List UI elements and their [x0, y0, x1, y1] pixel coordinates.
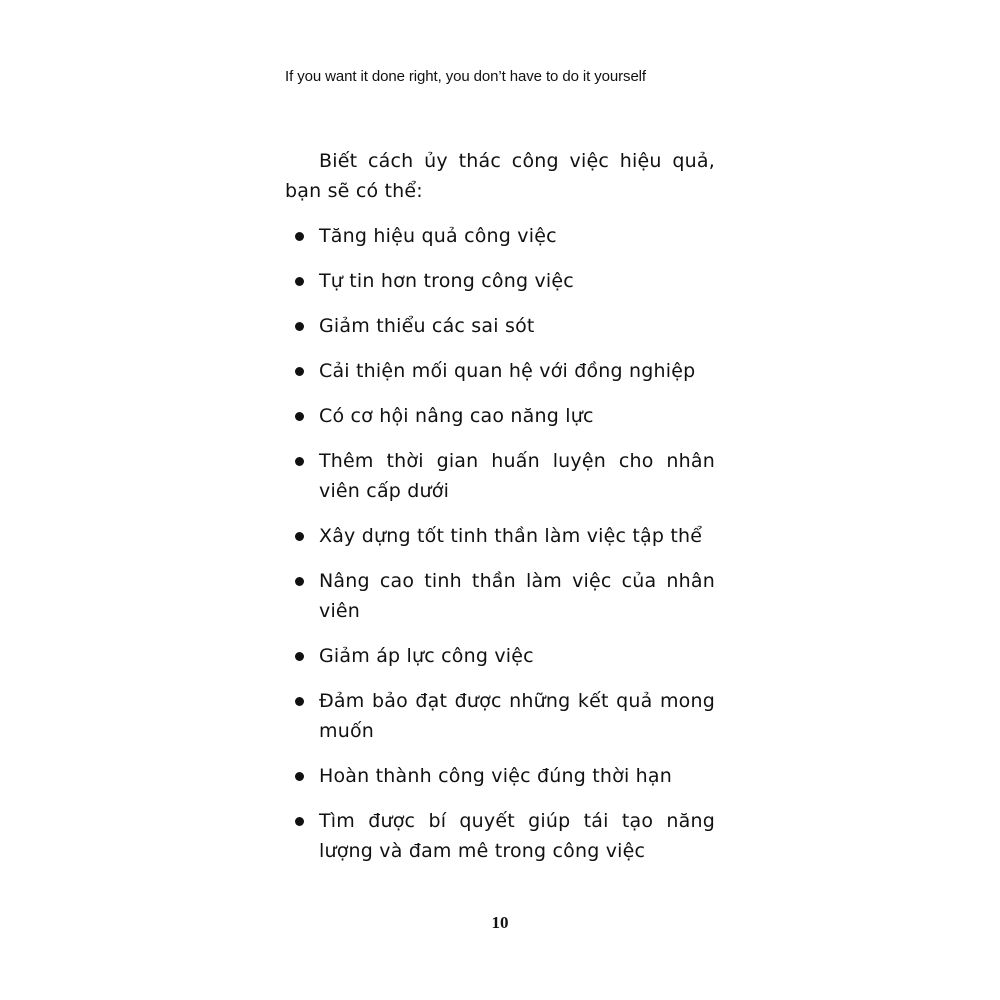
bullet-icon: [295, 412, 304, 421]
bullet-icon: [295, 277, 304, 286]
list-item: [285, 356, 715, 386]
list-item-text: Thêm thời gian huấn luyện cho nhân viên cấp dưới: [319, 450, 715, 502]
list-item: [285, 806, 715, 866]
list-item: [285, 401, 715, 431]
list-item-text: Tự tin hơn trong công việc: [319, 270, 574, 292]
list-item-text: Tăng hiệu quả công việc: [319, 225, 557, 247]
list-item-text: Tìm được bí quyết giúp tái tạo năng lượng và đam mê trong công việc: [319, 810, 715, 862]
bullet-icon: [295, 232, 304, 241]
running-head: If you want it done right, you don’t have to do it yourself: [285, 68, 646, 85]
page-number: 10: [491, 913, 509, 932]
list-item-text: Nâng cao tinh thần làm việc của nhân viên: [319, 570, 715, 622]
intro-paragraph: Biết cách ủy thác công việc hiệu quả, bạn sẽ có thể:: [285, 150, 715, 202]
bullet-icon: [295, 532, 304, 541]
list-item-text: Cải thiện mối quan hệ với đồng nghiệp: [319, 360, 696, 382]
list-item: [285, 221, 715, 251]
bullet-icon: [295, 457, 304, 466]
body-text: [285, 146, 715, 881]
list-item-text: Giảm thiểu các sai sót: [319, 315, 535, 337]
benefits-list: [285, 221, 715, 866]
list-item-text: Có cơ hội nâng cao năng lực: [319, 405, 594, 427]
bullet-icon: [295, 697, 304, 706]
list-item-text: Xây dựng tốt tinh thần làm việc tập thể: [319, 525, 703, 547]
bullet-icon: [295, 772, 304, 781]
bullet-icon: [295, 652, 304, 661]
list-item-text: Giảm áp lực công việc: [319, 645, 534, 667]
list-item: [285, 686, 715, 746]
bullet-icon: [295, 577, 304, 586]
list-item: [285, 566, 715, 626]
list-item-text: Đảm bảo đạt được những kết quả mong muốn: [319, 690, 715, 742]
bullet-icon: [295, 817, 304, 826]
list-item: [285, 521, 715, 551]
list-item: [285, 446, 715, 506]
bullet-icon: [295, 367, 304, 376]
list-item-text: Hoàn thành công việc đúng thời hạn: [319, 765, 673, 787]
list-item: [285, 761, 715, 791]
list-item: [285, 641, 715, 671]
list-item: [285, 266, 715, 296]
bullet-icon: [295, 322, 304, 331]
list-item: [285, 311, 715, 341]
